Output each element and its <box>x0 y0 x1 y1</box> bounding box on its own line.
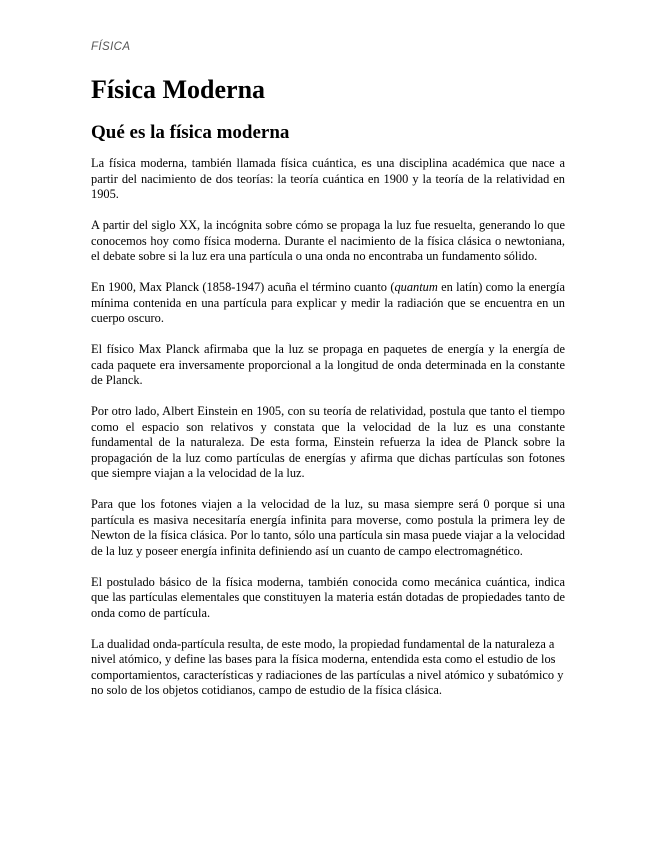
paragraph-3-after: en latín) como la energía mínima contenida en una partícula para explicar y medir la radiación que se encuentra en un cuerpo oscuro. <box>91 280 565 325</box>
body-text <box>91 156 565 714</box>
paragraph-3-before: En 1900, Max Planck (1858-1947) acuña el término cuanto ( <box>91 280 395 294</box>
paragraph-8: La dualidad onda-partícula resulta, de este modo, la propiedad fundamental de la naturaleza a nivel atómico, y define las bases para la física moderna, entendida esta como el estudio de los comportamientos, características y radiaciones de las partículas a nivel atómico y subatómico y no solo de los objetos cotidianos, campo de estudio de la física clásica. <box>91 636 564 697</box>
paragraph-4: El físico Max Planck afirmaba que la luz se propaga en paquetes de energía y la energía de cada paquete era inversamente proporcional a la longitud de onda determinada en la constante de Planck. <box>91 342 565 387</box>
document-title: Física Moderna <box>91 75 266 104</box>
paragraph-2: A partir del siglo XX, la incógnita sobre cómo se propaga la luz fue resuelta, generando lo que conocemos hoy como física moderna. Durante el nacimiento de la física clásica o newtoniana, el debate sobre si la luz era una partícula o una onda no encontraba un fundamento sólido. <box>91 218 565 263</box>
paragraph-6: Para que los fotones viajen a la velocidad de la luz, su masa siempre será 0 porque si una partícula es masiva necesitaría energía infinita para moverse, como postula la primera ley de Newton de la física clásica. Por lo tanto, sólo una partícula sin masa puede viajar a la velocidad de la luz y poseer energía infinita definiendo así un cuanto de campo electromagnético. <box>91 497 565 558</box>
section-heading: Qué es la física moderna <box>91 122 290 143</box>
paragraph-5: Por otro lado, Albert Einstein en 1905, con su teoría de relatividad, postula que tanto el tiempo como el espacio son relativos y constata que la velocidad de la luz es una constante fundamental de la naturaleza. De esta forma, Einstein refuerza la idea de Planck sobre la propagación de la luz como partículas de energías y afirma que dichas partículas son fotones que siempre viajan a la velocidad de la luz. <box>91 404 565 480</box>
quantum-term: quantum <box>394 280 438 294</box>
running-header: FÍSICA <box>91 41 131 53</box>
paragraph-7: El postulado básico de la física moderna, también conocida como mecánica cuántica, indica que las partículas elementales que constituyen la materia están dotadas de propiedades tanto de onda como de partícula. <box>91 574 565 620</box>
paragraph-3 <box>91 280 565 327</box>
paragraph-1: La física moderna, también llamada física cuántica, es una disciplina académica que nace a partir del nacimiento de dos teorías: la teoría cuántica en 1900 y la teoría de la relatividad en 1905. <box>91 156 565 201</box>
